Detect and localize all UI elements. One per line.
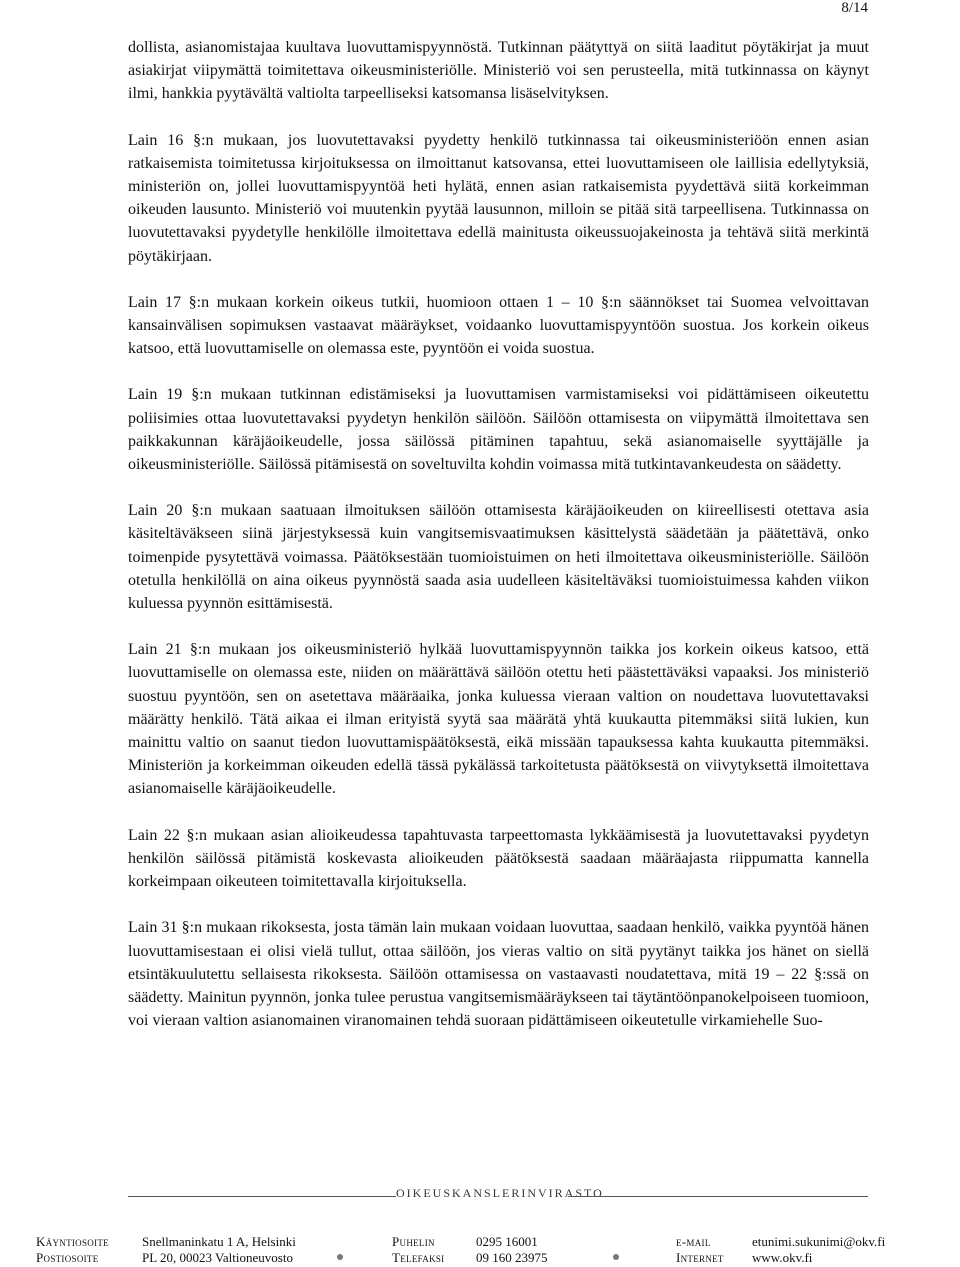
paragraph: Lain 21 §:n mukaan jos oikeusministeriö hylkää luovuttamispyynnön taikka jos korkein oikeus katsoo, että luovuttamiselle on olemassa este, niiden on määrättävä säilöön otettu heti päästettäväksi vapaaksi. Jos ministeriö suostuu pyyntöön, sen on asetettava määräaika, jonka kuluessa vieraan valtion on noudettava luovutettavaksi määrätty henkilö. Tätä aikaa ei ilman erityistä syytä saa määrätä yhtä kuukautta pitemmäksi siitä lukien, kun mainittu valtio on saanut tiedon luovuttamispäätöksestä, eikä missään tapauksessa kahta kuukautta pitemmäksi. Ministeriön ja korkeimman oikeuden edellä tässä pykälässä tarkoitetusta päätöksestä on viivytyksettä ilmoitettava asianomaiselle käräjäoikeudelle. bbox=[128, 641, 869, 798]
email-label: e-mail bbox=[676, 1234, 711, 1249]
paragraph: Lain 20 §:n mukaan saatuaan ilmoituksen säilöön ottamisesta käräjäoikeuden on kiireellisesti otettava asia käsiteltäväkseen siinä järjestyksessä kuin vangitsemisvaatimuksen käsittelystä säädetään ja päätettävä, onko toimenpide pysytettävä voimassa. Päätöksestään tuomioistuimen on heti ilmoitettava oikeusministeriölle. Säilöön otetulla henkilöllä on aina oikeus pyynnöstä saada asia uudelleen käsiteltäväksi tuomioistuimessa kahden viikon kuluessa pyynnön esittämisestä. bbox=[128, 502, 869, 613]
postal-address: PL 20, 00023 Valtioneuvosto bbox=[142, 1250, 293, 1265]
paragraph: Lain 22 §:n mukaan asian alioikeudessa tapahtuvasta tarpeettomasta lykkäämisestä ja luovutettavaksi pyydetyn henkilön säilössä pitämistä koskevasta alioikeuden päätöksestä saadaan määräajasta riippumatta kannella korkeimpaan oikeuteen toimitettavalla kirjoituksella. bbox=[128, 826, 869, 891]
bullet-separator-icon bbox=[613, 1254, 619, 1260]
paragraph: dollista, asianomistajaa kuultava luovuttamispyynnöstä. Tutkinnan päätyttyä on siitä laaditut pöytäkirjat ja muut asiakirjat viipymättä toimitettava oikeusministeriölle. Ministeriö voi sen perusteella, mitä tutkinnassa on käynyt ilmi, hankkia pyytävältä valtiolta tarpeelliseksi katsomansa lisäselvityksen. bbox=[128, 39, 869, 103]
visiting-address-label: Käyntiosoite bbox=[36, 1234, 109, 1249]
bullet-separator-icon bbox=[337, 1254, 343, 1260]
paragraph: Lain 17 §:n mukaan korkein oikeus tutkii, huomioon ottaen 1 – 10 §:n säännökset tai Suomea velvoittavan kansainvälisen sopimuksen vastaavat määräykset, voidaanko luovuttamispyyntöön suostua. Jos korkein oikeus katsoo, että luovuttamiselle on olemassa este, pyyntöön ei voida suostua. bbox=[128, 293, 869, 358]
footer-divider-right bbox=[568, 1196, 868, 1197]
paragraph: Lain 16 §:n mukaan, jos luovutettavaksi pyydetty henkilö tutkinnassa tai oikeusministeriöön ennen asian ratkaisemista toimitetussa kirjoituksessa on ilmoittanut katsovansa, ettei luovuttamiseen ole laillisia edellytyksiä, ministeriön on, jollei luovuttamispyyntöä heti hylätä, ennen asian ratkaisemista pyydettävä siitä korkeimman oikeuden lausunto. Ministeriö voi muutenkin pyytää lausunnon, milloin se pitää sitä tarpeellisena. Tutkinnassa on luovutettavaksi pyydetylle henkilölle ilmoitettava edellä mainitusta oikeussuojakeinosta ja tehtävä siitä merkintä pöytäkirjaan. bbox=[128, 131, 869, 265]
fax-label: Telefaksi bbox=[392, 1250, 445, 1265]
phone-number: 0295 16001 bbox=[476, 1234, 538, 1249]
internet-label: Internet bbox=[676, 1250, 724, 1265]
phone-label: Puhelin bbox=[392, 1234, 435, 1249]
visiting-address: Snellmaninkatu 1 A, Helsinki bbox=[142, 1234, 296, 1249]
paragraph: Lain 31 §:n mukaan rikoksesta, josta tämän lain mukaan voidaan luovuttaa, saadaan henkilö, vaikka pyyntöä hänen luovuttamisestaan ei olisi vielä tullut, ottaa säilöön, jos vieras valtio on sitä pyytänyt taikka jos hänet on siellä etsintäkuulutettu sellaisesta rikoksesta. Säilöön ottamisessa on vastaavasti noudatettava, mitä 19 – 22 §:ssä on säädetty. Mainitun pyynnön, jonka tulee perustua vangitsemismääräykseen tai täytäntöönpanokelpoiseen tuomioon, voi vieraan valtion asianomainen viranomainen tehdä suoraan pidättämiseen oikeutetulle virkamiehelle Suo- bbox=[128, 919, 869, 1030]
website: www.okv.fi bbox=[752, 1250, 813, 1265]
document-body bbox=[128, 36, 869, 1055]
fax-number: 09 160 23975 bbox=[476, 1250, 548, 1265]
footer-contact bbox=[36, 1234, 936, 1266]
footer-row bbox=[36, 1234, 936, 1250]
footer-row bbox=[36, 1250, 936, 1266]
email-address: etunimi.sukunimi@okv.fi bbox=[752, 1234, 886, 1249]
page-number: 8/14 bbox=[841, 0, 868, 16]
footer-divider-left bbox=[128, 1196, 396, 1197]
postal-address-label: Postiosoite bbox=[36, 1250, 99, 1265]
agency-name: OIKEUSKANSLERINVIRASTO bbox=[396, 1186, 604, 1200]
paragraph: Lain 19 §:n mukaan tutkinnan edistämiseksi ja luovuttamisen varmistamiseksi voi pidättämiseen oikeutettu poliisimies ottaa luovutettavaksi pyydetyn henkilön säilöön. Säilöön ottamisesta on viipymättä ilmoitettava sen paikkakunnan käräjäoikeudelle, jossa säilössä pitäminen tapahtuu, sekä asianomaiselle syyttäjälle ja oikeusministeriölle. Säilössä pitämisestä on soveltuvilta kohdin voimassa mitä tutkintavankeudesta on säädetty. bbox=[128, 386, 869, 474]
